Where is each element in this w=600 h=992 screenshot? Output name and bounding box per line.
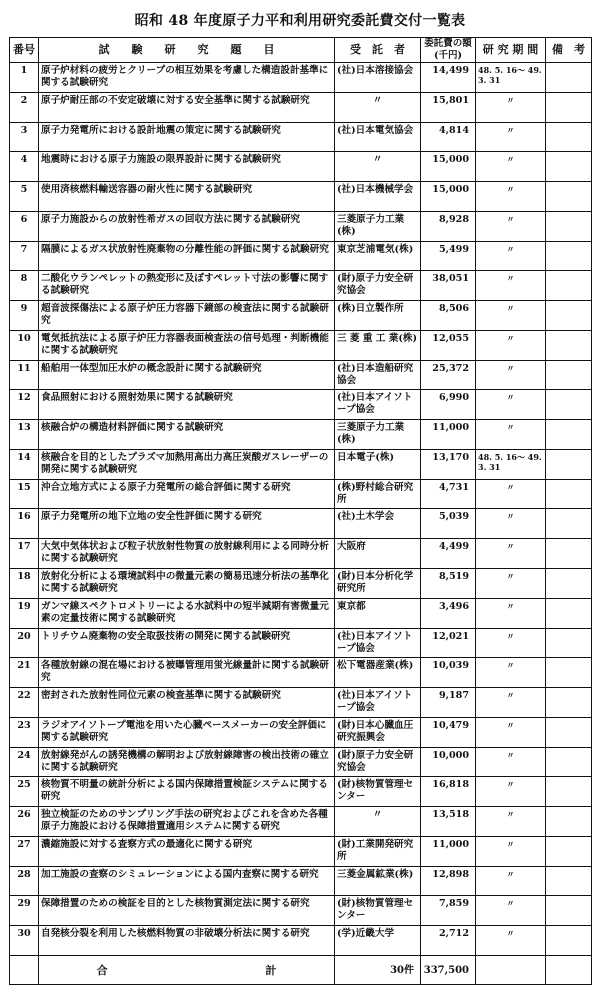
row-period: 〃: [476, 390, 546, 420]
table-row: [10, 747, 592, 777]
row-period: 〃: [476, 509, 546, 539]
row-remarks: [546, 360, 592, 390]
row-period: 〃: [476, 182, 546, 212]
row-fee: 10,479: [421, 717, 476, 747]
table-row: [10, 390, 592, 420]
row-period: 〃: [476, 360, 546, 390]
row-subject: 放射線発がんの誘発機構の解明および放射線障害の検出技術の確立に関する試験研究: [39, 747, 335, 777]
header-remarks: 備 考: [546, 38, 592, 63]
row-subject: 使用済核燃料輸送容器の耐火性に関する試験研究: [39, 182, 335, 212]
table-row: [10, 836, 592, 866]
row-number: 18: [10, 569, 39, 599]
row-subject: 加工施設の査察のシミュレーションによる国内査察に関する研究: [39, 866, 335, 896]
row-fee: 5,039: [421, 509, 476, 539]
row-number: 30: [10, 926, 39, 956]
row-period: 〃: [476, 896, 546, 926]
row-period: 〃: [476, 479, 546, 509]
row-number: 21: [10, 658, 39, 688]
total-count: 30件: [335, 956, 421, 985]
row-subject: 核融合を目的としたプラズマ加熱用高出力高圧炭酸ガスレーザーの開発に関する試験研究: [39, 449, 335, 479]
row-remarks: [546, 271, 592, 301]
row-fee: 12,055: [421, 330, 476, 360]
row-fee: 13,518: [421, 807, 476, 837]
header-period: 研 究 期 間: [476, 38, 546, 63]
row-contractor: (社)日本電気協会: [335, 122, 421, 152]
row-fee: 15,000: [421, 152, 476, 182]
row-fee: 12,898: [421, 866, 476, 896]
row-number: 22: [10, 688, 39, 718]
row-fee: 11,000: [421, 836, 476, 866]
table-row: [10, 628, 592, 658]
row-remarks: [546, 122, 592, 152]
row-fee: 10,039: [421, 658, 476, 688]
row-contractor: 三 菱 重 工 業(株): [335, 330, 421, 360]
row-period: 〃: [476, 747, 546, 777]
row-fee: 6,990: [421, 390, 476, 420]
row-number: 11: [10, 360, 39, 390]
row-fee: 4,814: [421, 122, 476, 152]
row-subject: 船舶用一体型加圧水炉の概念設計に関する試験研究: [39, 360, 335, 390]
row-remarks: [546, 658, 592, 688]
table-row: [10, 539, 592, 569]
row-contractor: 松下電器産業(株): [335, 658, 421, 688]
row-subject: 保障措置のための検証を目的とした核物質測定法に関する研究: [39, 896, 335, 926]
header-subject: 試 験 研 究 題 目: [39, 38, 335, 63]
table-row: [10, 63, 592, 93]
header-row: [10, 38, 592, 63]
row-remarks: [546, 63, 592, 93]
row-fee: 4,499: [421, 539, 476, 569]
row-number: 26: [10, 807, 39, 837]
row-remarks: [546, 390, 592, 420]
row-fee: 38,051: [421, 271, 476, 301]
row-contractor: 日本電子(株): [335, 449, 421, 479]
row-remarks: [546, 241, 592, 271]
row-remarks: [546, 688, 592, 718]
row-subject: 電気抵抗法による原子炉圧力容器表面検査法の信号処理・判断機能に関する試験研究: [39, 330, 335, 360]
row-fee: 12,021: [421, 628, 476, 658]
row-period: 〃: [476, 836, 546, 866]
row-number: 29: [10, 896, 39, 926]
row-remarks: [546, 569, 592, 599]
table-row: [10, 926, 592, 956]
row-number: 15: [10, 479, 39, 509]
row-remarks: [546, 92, 592, 122]
row-number: 9: [10, 301, 39, 331]
row-contractor: 東京都: [335, 598, 421, 628]
row-number: 5: [10, 182, 39, 212]
row-subject: 大気中気体状および粒子状放射性物質の放射線利用による同時分析に関する試験研究: [39, 539, 335, 569]
table-row: [10, 92, 592, 122]
row-period: 〃: [476, 926, 546, 956]
row-period: 〃: [476, 807, 546, 837]
table-row: [10, 479, 592, 509]
row-period: 〃: [476, 420, 546, 450]
row-number: 19: [10, 598, 39, 628]
row-remarks: [546, 866, 592, 896]
subsidy-table: [9, 37, 592, 985]
total-label: [39, 956, 335, 985]
row-contractor: (社)日本溶接協会: [335, 63, 421, 93]
row-remarks: [546, 628, 592, 658]
row-fee: 15,801: [421, 92, 476, 122]
table-row: [10, 717, 592, 747]
row-number: 4: [10, 152, 39, 182]
row-number: 7: [10, 241, 39, 271]
row-subject: 隔膜によるガス状放射性廃棄物の分離性能の評価に関する試験研究: [39, 241, 335, 271]
row-subject: 原子力発電所の地下立地の安全性評価に関する研究: [39, 509, 335, 539]
row-period: 〃: [476, 598, 546, 628]
table-row: [10, 211, 592, 241]
row-remarks: [546, 211, 592, 241]
document-title: 昭和 48 年度原子力平和利用研究委託費交付一覧表: [134, 13, 466, 29]
row-contractor: (株)日立製作所: [335, 301, 421, 331]
row-fee: 11,000: [421, 420, 476, 450]
row-remarks: [546, 449, 592, 479]
row-contractor: (財)核物質管理センター: [335, 777, 421, 807]
row-subject: 二酸化ウランペレットの熱変形に及ぼすペレット寸法の影響に関する試験研究: [39, 271, 335, 301]
row-remarks: [546, 896, 592, 926]
row-contractor: 大阪府: [335, 539, 421, 569]
row-subject: 食品照射における照射効果に関する試験研究: [39, 390, 335, 420]
row-remarks: [546, 182, 592, 212]
row-subject: 放射化分析による環境試料中の微量元素の簡易迅速分析法の基準化に関する試験研究: [39, 569, 335, 599]
row-remarks: [546, 330, 592, 360]
total-row: [10, 956, 592, 985]
row-remarks: [546, 509, 592, 539]
row-contractor: (財)原子力安全研究協会: [335, 271, 421, 301]
row-number: 28: [10, 866, 39, 896]
row-number: 8: [10, 271, 39, 301]
row-contractor: (財)日本分析化学研究所: [335, 569, 421, 599]
table-row: [10, 777, 592, 807]
row-number: 13: [10, 420, 39, 450]
row-subject: トリチウム廃棄物の安全取扱技術の開発に関する試験研究: [39, 628, 335, 658]
row-period: 48. 5. 16～ 49. 3. 31: [476, 63, 546, 93]
row-fee: 8,519: [421, 569, 476, 599]
row-contractor: (社)日本造船研究協会: [335, 360, 421, 390]
row-remarks: [546, 479, 592, 509]
table-row: [10, 569, 592, 599]
row-subject: 超音波探傷法による原子炉圧力容器下鏡部の検査法に関する試験研究: [39, 301, 335, 331]
row-period: 〃: [476, 301, 546, 331]
table-row: [10, 688, 592, 718]
row-number: 24: [10, 747, 39, 777]
row-contractor: (社)日本アイソトープ協会: [335, 688, 421, 718]
row-remarks: [546, 747, 592, 777]
row-remarks: [546, 926, 592, 956]
row-subject: ラジオアイソトープ電池を用いた心臓ペースメーカーの安全評価に関する試験研究: [39, 717, 335, 747]
row-period: 〃: [476, 211, 546, 241]
row-subject: 沖合立地方式による原子力発電所の総合評価に関する研究: [39, 479, 335, 509]
row-contractor: 〃: [335, 92, 421, 122]
row-contractor: (財)原子力安全研究協会: [335, 747, 421, 777]
row-remarks: [546, 598, 592, 628]
table-row: [10, 330, 592, 360]
row-subject: 独立検証のためのサンプリング手法の研究およびこれを含めた各種原子力施設における保障措置適用システムに関する研究: [39, 807, 335, 837]
row-contractor: 〃: [335, 152, 421, 182]
row-number: 17: [10, 539, 39, 569]
row-fee: 8,928: [421, 211, 476, 241]
row-remarks: [546, 539, 592, 569]
table-row: [10, 360, 592, 390]
row-period: 〃: [476, 777, 546, 807]
row-subject: 原子炉耐圧部の不安定破壊に対する安全基準に関する試験研究: [39, 92, 335, 122]
row-contractor: (財)日本心臓血圧研究振興会: [335, 717, 421, 747]
row-remarks: [546, 836, 592, 866]
header-fee: 委託費の額(千円): [421, 38, 476, 63]
row-subject: ガンマ線スペクトロメトリーによる水試料中の短半減期有害微量元素の定量技術に関する試験研究: [39, 598, 335, 628]
row-contractor: (社)日本機械学会: [335, 182, 421, 212]
row-period: 〃: [476, 241, 546, 271]
row-period: 〃: [476, 122, 546, 152]
row-fee: 7,859: [421, 896, 476, 926]
row-period: 〃: [476, 92, 546, 122]
row-remarks: [546, 420, 592, 450]
row-number: 27: [10, 836, 39, 866]
row-subject: 密封された放射性同位元素の検査基準に関する試験研究: [39, 688, 335, 718]
table-row: [10, 449, 592, 479]
table-row: [10, 271, 592, 301]
table-row: [10, 301, 592, 331]
row-number: 6: [10, 211, 39, 241]
row-period: 〃: [476, 330, 546, 360]
row-number: 16: [10, 509, 39, 539]
row-contractor: 東京芝浦電気(株): [335, 241, 421, 271]
row-subject: 核物質不明量の統計分析による国内保障措置検証システムに関する研究: [39, 777, 335, 807]
table-row: [10, 807, 592, 837]
row-fee: 2,712: [421, 926, 476, 956]
row-period: 〃: [476, 866, 546, 896]
row-subject: 自発核分裂を利用した核燃料物質の非破壊分析法に関する研究: [39, 926, 335, 956]
row-number: 10: [10, 330, 39, 360]
row-fee: 4,731: [421, 479, 476, 509]
header-org: 受 託 者: [335, 38, 421, 63]
row-fee: 9,187: [421, 688, 476, 718]
row-period: 〃: [476, 628, 546, 658]
table-row: [10, 122, 592, 152]
row-number: 1: [10, 63, 39, 93]
row-period: 〃: [476, 271, 546, 301]
row-remarks: [546, 777, 592, 807]
row-number: 20: [10, 628, 39, 658]
row-remarks: [546, 717, 592, 747]
row-period: 〃: [476, 658, 546, 688]
row-period: 48. 5. 16～ 49. 3. 31: [476, 449, 546, 479]
row-contractor: (社)日本アイソトープ協会: [335, 628, 421, 658]
table-row: [10, 509, 592, 539]
row-remarks: [546, 152, 592, 182]
row-contractor: 三菱原子力工業(株): [335, 420, 421, 450]
row-number: 25: [10, 777, 39, 807]
row-contractor: 三菱金属鉱業(株): [335, 866, 421, 896]
row-contractor: (財)工業開発研究所: [335, 836, 421, 866]
row-fee: 3,496: [421, 598, 476, 628]
total-label-right: 計: [265, 964, 277, 977]
row-number: 3: [10, 122, 39, 152]
row-subject: 地震時における原子力施設の限界設計に関する試験研究: [39, 152, 335, 182]
row-number: 2: [10, 92, 39, 122]
header-no: 番号: [10, 38, 39, 63]
row-period: 〃: [476, 717, 546, 747]
total-label-left: 合: [96, 964, 108, 977]
row-fee: 15,000: [421, 182, 476, 212]
table-row: [10, 896, 592, 926]
row-fee: 14,499: [421, 63, 476, 93]
row-fee: 13,170: [421, 449, 476, 479]
table-row: [10, 241, 592, 271]
row-fee: 25,372: [421, 360, 476, 390]
row-number: 23: [10, 717, 39, 747]
table-row: [10, 182, 592, 212]
row-number: 14: [10, 449, 39, 479]
row-contractor: (株)野村総合研究所: [335, 479, 421, 509]
row-remarks: [546, 807, 592, 837]
table-row: [10, 152, 592, 182]
row-subject: 原子力発電所における設計地震の策定に関する試験研究: [39, 122, 335, 152]
row-period: 〃: [476, 539, 546, 569]
row-remarks: [546, 301, 592, 331]
row-subject: 核融合炉の構造材料評価に関する試験研究: [39, 420, 335, 450]
row-subject: 原子力施設からの放射性希ガスの回収方法に関する試験研究: [39, 211, 335, 241]
row-contractor: 三菱原子力工業(株): [335, 211, 421, 241]
row-contractor: (社)土木学会: [335, 509, 421, 539]
total-amount: 337,500: [421, 956, 476, 985]
row-period: 〃: [476, 152, 546, 182]
row-contractor: (財)核物質管理センター: [335, 896, 421, 926]
row-number: 12: [10, 390, 39, 420]
table-row: [10, 658, 592, 688]
row-subject: 各種放射線の混在場における被曝管理用蛍光線量計に関する試験研究: [39, 658, 335, 688]
table-row: [10, 420, 592, 450]
row-fee: 8,506: [421, 301, 476, 331]
row-contractor: (社)日本アイソトープ協会: [335, 390, 421, 420]
row-contractor: (学)近畿大学: [335, 926, 421, 956]
table-row: [10, 598, 592, 628]
row-fee: 16,818: [421, 777, 476, 807]
row-subject: 濃縮施設に対する査察方式の最適化に関する研究: [39, 836, 335, 866]
table-row: [10, 866, 592, 896]
row-period: 〃: [476, 569, 546, 599]
row-fee: 10,000: [421, 747, 476, 777]
row-contractor: 〃: [335, 807, 421, 837]
row-subject: 原子炉材料の疲労とクリープの相互効果を考慮した構造設計基準に関する試験研究: [39, 63, 335, 93]
row-period: 〃: [476, 688, 546, 718]
row-fee: 5,499: [421, 241, 476, 271]
